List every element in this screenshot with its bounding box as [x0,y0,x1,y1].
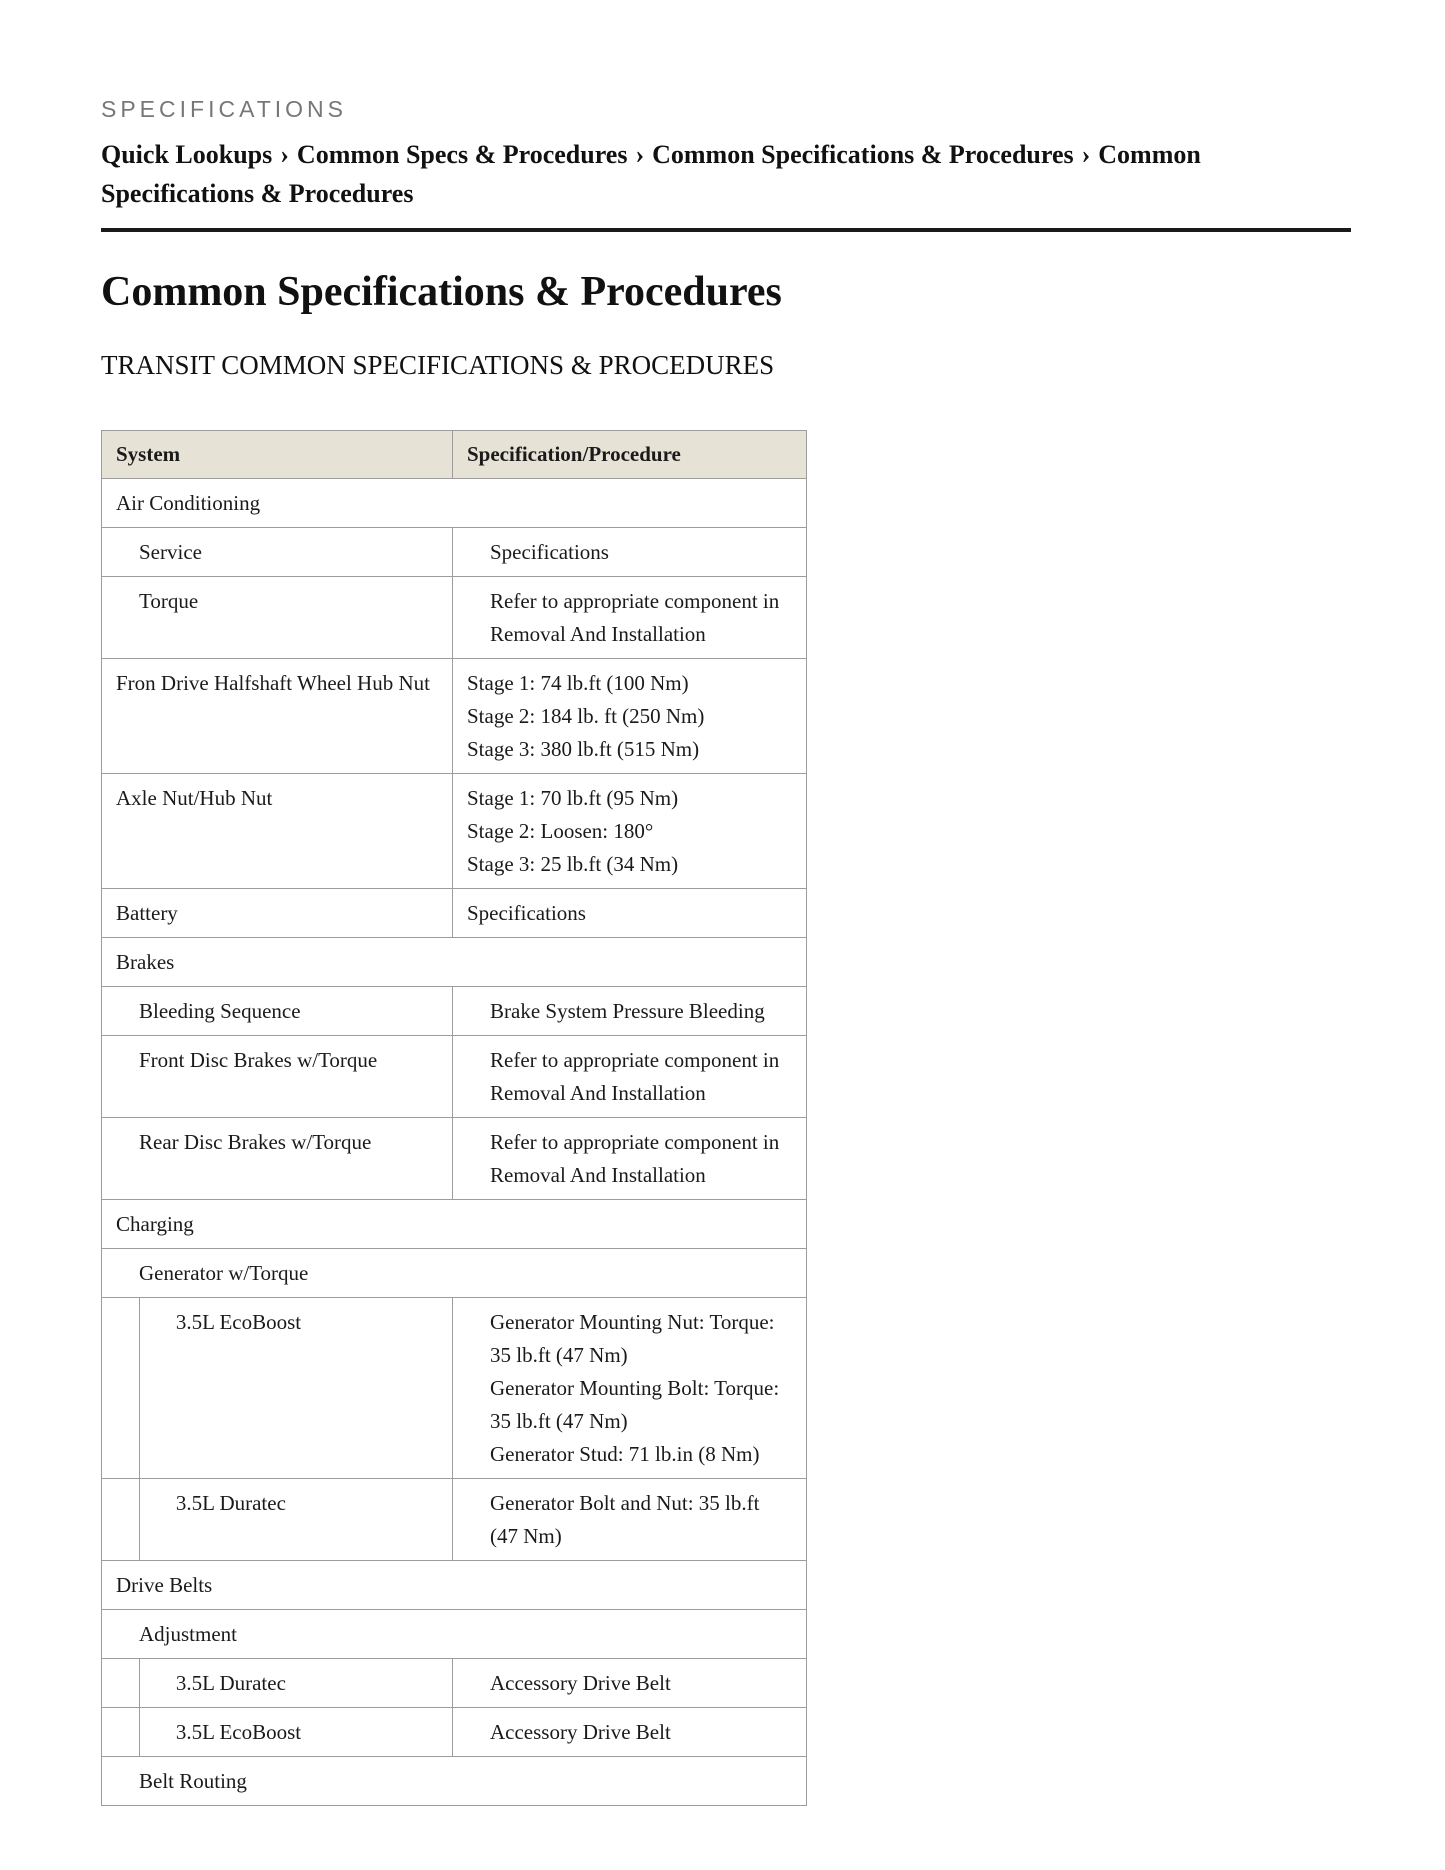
table-row [102,938,807,987]
spec-line: Stage 3: 380 lb.ft (515 Nm) [467,737,700,761]
system-cell: Air Conditioning [102,479,807,528]
system-cell: Axle Nut/Hub Nut [102,774,453,889]
system-cell: Fron Drive Halfshaft Wheel Hub Nut [102,659,453,774]
system-cell: Drive Belts [102,1561,807,1610]
spec-link[interactable]: Specifications [453,528,807,577]
table-row [102,1610,807,1659]
breadcrumb [101,135,1261,213]
spec-line: Generator Mounting Nut: Torque: [490,1310,775,1334]
spec-link[interactable]: Accessory Drive Belt [453,1708,807,1757]
table-row [102,528,807,577]
spec-link[interactable]: Accessory Drive Belt [453,1659,807,1708]
spec-line: (47 Nm) [490,1524,562,1548]
page-title: Common Specifications & Procedures [101,269,782,315]
system-cell: Adjustment [102,1610,807,1659]
table-row [102,1118,807,1200]
table-row [102,659,807,774]
system-cell: Belt Routing [102,1757,807,1806]
spec-cell [453,1479,807,1561]
table-row [102,1561,807,1610]
spec-cell [453,774,807,889]
page-subtitle: TRANSIT COMMON SPECIFICATIONS & PROCEDURES [101,350,775,380]
breadcrumb-item-common-specs[interactable]: Common Specs & Procedures [296,140,628,169]
table-row [102,1479,807,1561]
system-cell: Bleeding Sequence [102,987,453,1036]
spec-line: Stage 2: 184 lb. ft (250 Nm) [467,704,705,728]
spec-line: 35 lb.ft (47 Nm) [490,1409,628,1433]
breadcrumb-separator: › [280,140,289,169]
spec-line: Generator Stud: 71 lb.in (8 Nm) [490,1442,760,1466]
header-divider [101,228,1351,232]
system-cell: Rear Disc Brakes w/Torque [102,1118,453,1200]
system-cell: Charging [102,1200,807,1249]
breadcrumb-item-quick-lookups[interactable]: Quick Lookups [101,140,273,169]
indent-stub [102,1298,140,1479]
indent-stub [102,1479,140,1561]
breadcrumb-separator: › [1081,140,1091,169]
spec-line: Generator Mounting Bolt: Torque: [490,1376,780,1400]
spec-line: Refer to appropriate component in [490,1048,780,1072]
system-cell: Generator w/Torque [102,1249,807,1298]
spec-link[interactable]: Specifications [453,889,807,938]
spec-link[interactable]: Removal And Installation [490,1163,706,1187]
spec-cell [453,1118,807,1200]
table-row [102,1708,807,1757]
table-row [102,1200,807,1249]
breadcrumb-item-common-specifications[interactable]: Common Specifications & Procedures [652,140,1074,169]
spec-cell [453,1036,807,1118]
system-cell: Service [102,528,453,577]
spec-line: Refer to appropriate component in [490,1130,780,1154]
table-row [102,1298,807,1479]
spec-link[interactable]: Brake System Pressure Bleeding [453,987,807,1036]
spec-cell [453,577,807,659]
system-cell: Front Disc Brakes w/Torque [102,1036,453,1118]
section-kicker: SPECIFICATIONS [101,96,347,122]
table-row [102,1659,807,1708]
spec-line: Stage 3: 25 lb.ft (34 Nm) [467,852,679,876]
spec-line: Refer to appropriate component in [490,589,780,613]
table-row [102,1757,807,1806]
system-cell: 3.5L EcoBoost [139,1298,452,1479]
table-row [102,889,807,938]
spec-cell [453,659,807,774]
spec-line: 35 lb.ft (47 Nm) [490,1343,628,1367]
spec-cell [453,1298,807,1479]
spec-line: Generator Bolt and Nut: 35 lb.ft [490,1491,760,1515]
spec-line: Stage 2: Loosen: 180° [467,819,654,843]
spec-line: Stage 1: 70 lb.ft (95 Nm) [467,786,679,810]
table-row [102,1036,807,1118]
column-header-system: System [102,431,453,479]
spec-line: Stage 1: 74 lb.ft (100 Nm) [467,671,689,695]
column-header-specification: Specification/Procedure [453,431,807,479]
system-cell: 3.5L Duratec [139,1659,452,1708]
table-row [102,774,807,889]
system-cell: Battery [102,889,453,938]
system-cell: Torque [102,577,453,659]
breadcrumb-item-current: Common Specifications & Procedures [101,140,1201,208]
table-row [102,987,807,1036]
spec-link[interactable]: Removal And Installation [490,1081,706,1105]
table-row [102,577,807,659]
system-cell: 3.5L Duratec [139,1479,452,1561]
spec-link[interactable]: Removal And Installation [490,622,706,646]
indent-stub [102,1708,140,1757]
indent-stub [102,1659,140,1708]
breadcrumb-separator: › [635,140,645,169]
system-cell: 3.5L EcoBoost [139,1708,452,1757]
system-cell: Brakes [102,938,807,987]
table-row [102,479,807,528]
specifications-table [101,430,807,1806]
table-header-row [102,431,807,479]
table-row [102,1249,807,1298]
